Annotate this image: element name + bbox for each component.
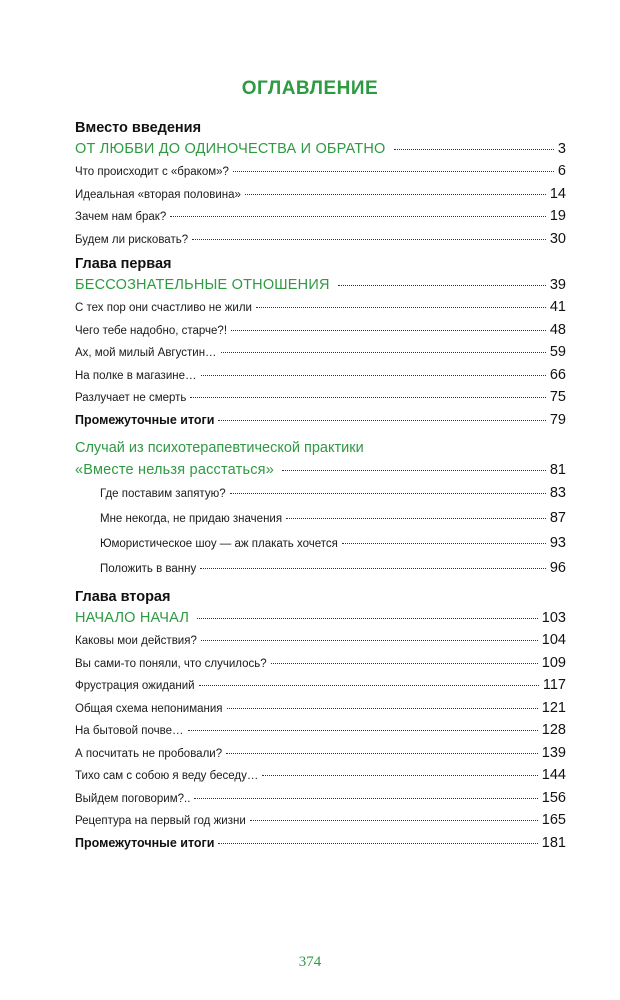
page-ref: 165 — [541, 812, 566, 828]
toc-entry[interactable] — [75, 742, 566, 765]
entry-title: Вы сами-то поняли, что случилось? — [75, 657, 267, 670]
page-ref: 75 — [549, 389, 566, 405]
page-ref: 117 — [542, 677, 566, 693]
toc-entry[interactable] — [75, 719, 566, 742]
dot-leader — [262, 775, 537, 776]
dot-leader — [170, 216, 546, 217]
page-ref: 156 — [541, 789, 566, 806]
page-ref: 139 — [541, 744, 566, 761]
dot-leader — [394, 149, 554, 150]
toc-entry[interactable] — [75, 364, 566, 387]
toc-entry[interactable] — [75, 674, 566, 697]
page-ref: 121 — [541, 699, 566, 716]
toc-entry[interactable] — [75, 809, 566, 832]
dot-leader — [199, 685, 539, 686]
dot-leader — [194, 798, 537, 799]
table-of-contents — [75, 118, 566, 854]
page-number: 374 — [298, 954, 322, 970]
toc-entry[interactable] — [75, 629, 566, 652]
dot-leader — [342, 543, 546, 544]
toc-sub-entry[interactable] — [75, 506, 566, 531]
dot-leader — [201, 640, 538, 641]
page-ref: 128 — [541, 722, 566, 738]
toc-section-row[interactable] — [75, 138, 566, 160]
entry-title: Каковы мои действия? — [75, 635, 197, 647]
toc-entry[interactable] — [75, 764, 566, 787]
entry-title: С тех пор они счастливо не жили — [75, 302, 252, 314]
dot-leader — [200, 568, 546, 569]
entry-title: Чего тебе надобно, старче?! — [75, 324, 228, 337]
page-ref: 96 — [549, 560, 566, 576]
dot-leader — [286, 518, 546, 519]
page-ref: 14 — [549, 185, 566, 202]
entry-title: Рецептура на первый год жизни — [75, 815, 246, 827]
dot-leader — [338, 285, 546, 286]
page-ref: 66 — [549, 366, 566, 383]
entry-title: Где поставим запятую? — [100, 488, 226, 500]
entry-title: Разлучает не смерть — [75, 392, 187, 404]
page-ref: 3 — [557, 141, 566, 157]
entry-title: Выйдем поговорим?.. — [75, 792, 191, 805]
summary-title: Промежуточные итоги — [75, 835, 215, 850]
page-ref: 39 — [549, 277, 566, 293]
intro-label: Вместо введения — [75, 120, 202, 136]
toc-entry[interactable] — [75, 183, 566, 206]
entry-title: Что происходит с «браком»? — [75, 166, 229, 178]
toc-sub-entry[interactable] — [75, 531, 566, 556]
case-label: Случай из психотерапевтической практики — [75, 440, 364, 456]
section-title: ОТ ЛЮБВИ ДО ОДИНОЧЕСТВА И ОБРАТНО — [75, 141, 386, 157]
entry-title: Тихо сам с собою я веду беседу… — [75, 770, 259, 782]
toc-entry[interactable] — [75, 697, 566, 720]
toc-entry[interactable] — [75, 319, 566, 342]
page-ref: 181 — [541, 834, 566, 851]
toc-section-row[interactable] — [75, 274, 566, 296]
page-ref: 83 — [549, 485, 566, 501]
entry-title: А посчитать не пробовали? — [75, 747, 223, 760]
toc-entry[interactable] — [75, 228, 566, 251]
page-ref: 30 — [549, 230, 566, 247]
page-ref: 19 — [549, 208, 566, 224]
dot-leader — [218, 420, 545, 421]
entry-title: Ах, мой милый Августин… — [75, 347, 217, 359]
page-ref: 144 — [541, 767, 566, 783]
page-ref: 59 — [549, 344, 566, 360]
toc-sub-entry[interactable] — [75, 556, 566, 581]
entry-title: На бытовой почве… — [75, 725, 184, 737]
page-ref: 103 — [541, 610, 566, 626]
dot-leader — [227, 708, 538, 709]
page-ref: 79 — [549, 411, 566, 428]
entry-title: Положить в ванну — [100, 563, 197, 575]
dot-leader — [282, 470, 546, 471]
toc-section-row[interactable] — [75, 607, 566, 629]
entry-title: Юмористическое шоу — аж плакать хочется — [100, 538, 338, 550]
dot-leader — [231, 330, 546, 331]
chapter-label: Глава вторая — [75, 589, 171, 605]
dot-leader — [201, 375, 546, 376]
toc-sub-entry[interactable] — [75, 481, 566, 506]
toc-summary-entry[interactable] — [75, 409, 566, 432]
dot-leader — [230, 493, 546, 494]
toc-summary-entry[interactable] — [75, 832, 566, 855]
entry-title: На полке в магазине… — [75, 369, 197, 382]
case-title: «Вместе нельзя расстаться» — [75, 462, 274, 478]
toc-title: ОГЛАВЛЕНИЕ — [241, 78, 379, 99]
entry-title: Фрустрация ожиданий — [75, 680, 195, 692]
entry-title: Будем ли рисковать? — [75, 233, 189, 246]
entry-title: Общая схема непонимания — [75, 702, 223, 715]
page-ref: 6 — [557, 163, 566, 179]
page-ref: 104 — [541, 632, 566, 648]
toc-entry[interactable] — [75, 296, 566, 319]
page-ref: 109 — [541, 654, 566, 671]
dot-leader — [250, 820, 538, 821]
page-ref: 41 — [549, 299, 566, 315]
page-ref: 87 — [549, 510, 566, 526]
toc-entry[interactable] — [75, 341, 566, 364]
toc-entry[interactable] — [75, 787, 566, 810]
toc-entry[interactable] — [75, 160, 566, 183]
entry-title: Идеальная «вторая половина» — [75, 188, 241, 201]
dot-leader — [218, 843, 537, 844]
toc-entry[interactable] — [75, 386, 566, 409]
page-ref: 48 — [549, 321, 566, 338]
summary-title: Промежуточные итоги — [75, 412, 215, 427]
dot-leader — [192, 239, 546, 240]
chapter-label: Глава первая — [75, 256, 172, 272]
dot-leader — [271, 663, 538, 664]
dot-leader — [221, 352, 546, 353]
page-ref: 81 — [549, 462, 566, 478]
section-title: НАЧАЛО НАЧАЛ — [75, 610, 190, 626]
page-ref: 93 — [549, 535, 566, 551]
toc-entry[interactable] — [75, 205, 566, 228]
entry-title: Мне некогда, не придаю значения — [100, 513, 283, 525]
entry-title: Зачем нам брак? — [75, 211, 167, 223]
dot-leader — [256, 307, 546, 308]
toc-case-row[interactable] — [75, 459, 566, 481]
dot-leader — [245, 194, 546, 195]
section-title: БЕССОЗНАТЕЛЬНЫЕ ОТНОШЕНИЯ — [75, 277, 330, 293]
dot-leader — [226, 753, 538, 754]
dot-leader — [197, 618, 538, 619]
dot-leader — [188, 730, 538, 731]
dot-leader — [190, 397, 545, 398]
dot-leader — [233, 171, 554, 172]
toc-entry[interactable] — [75, 652, 566, 675]
